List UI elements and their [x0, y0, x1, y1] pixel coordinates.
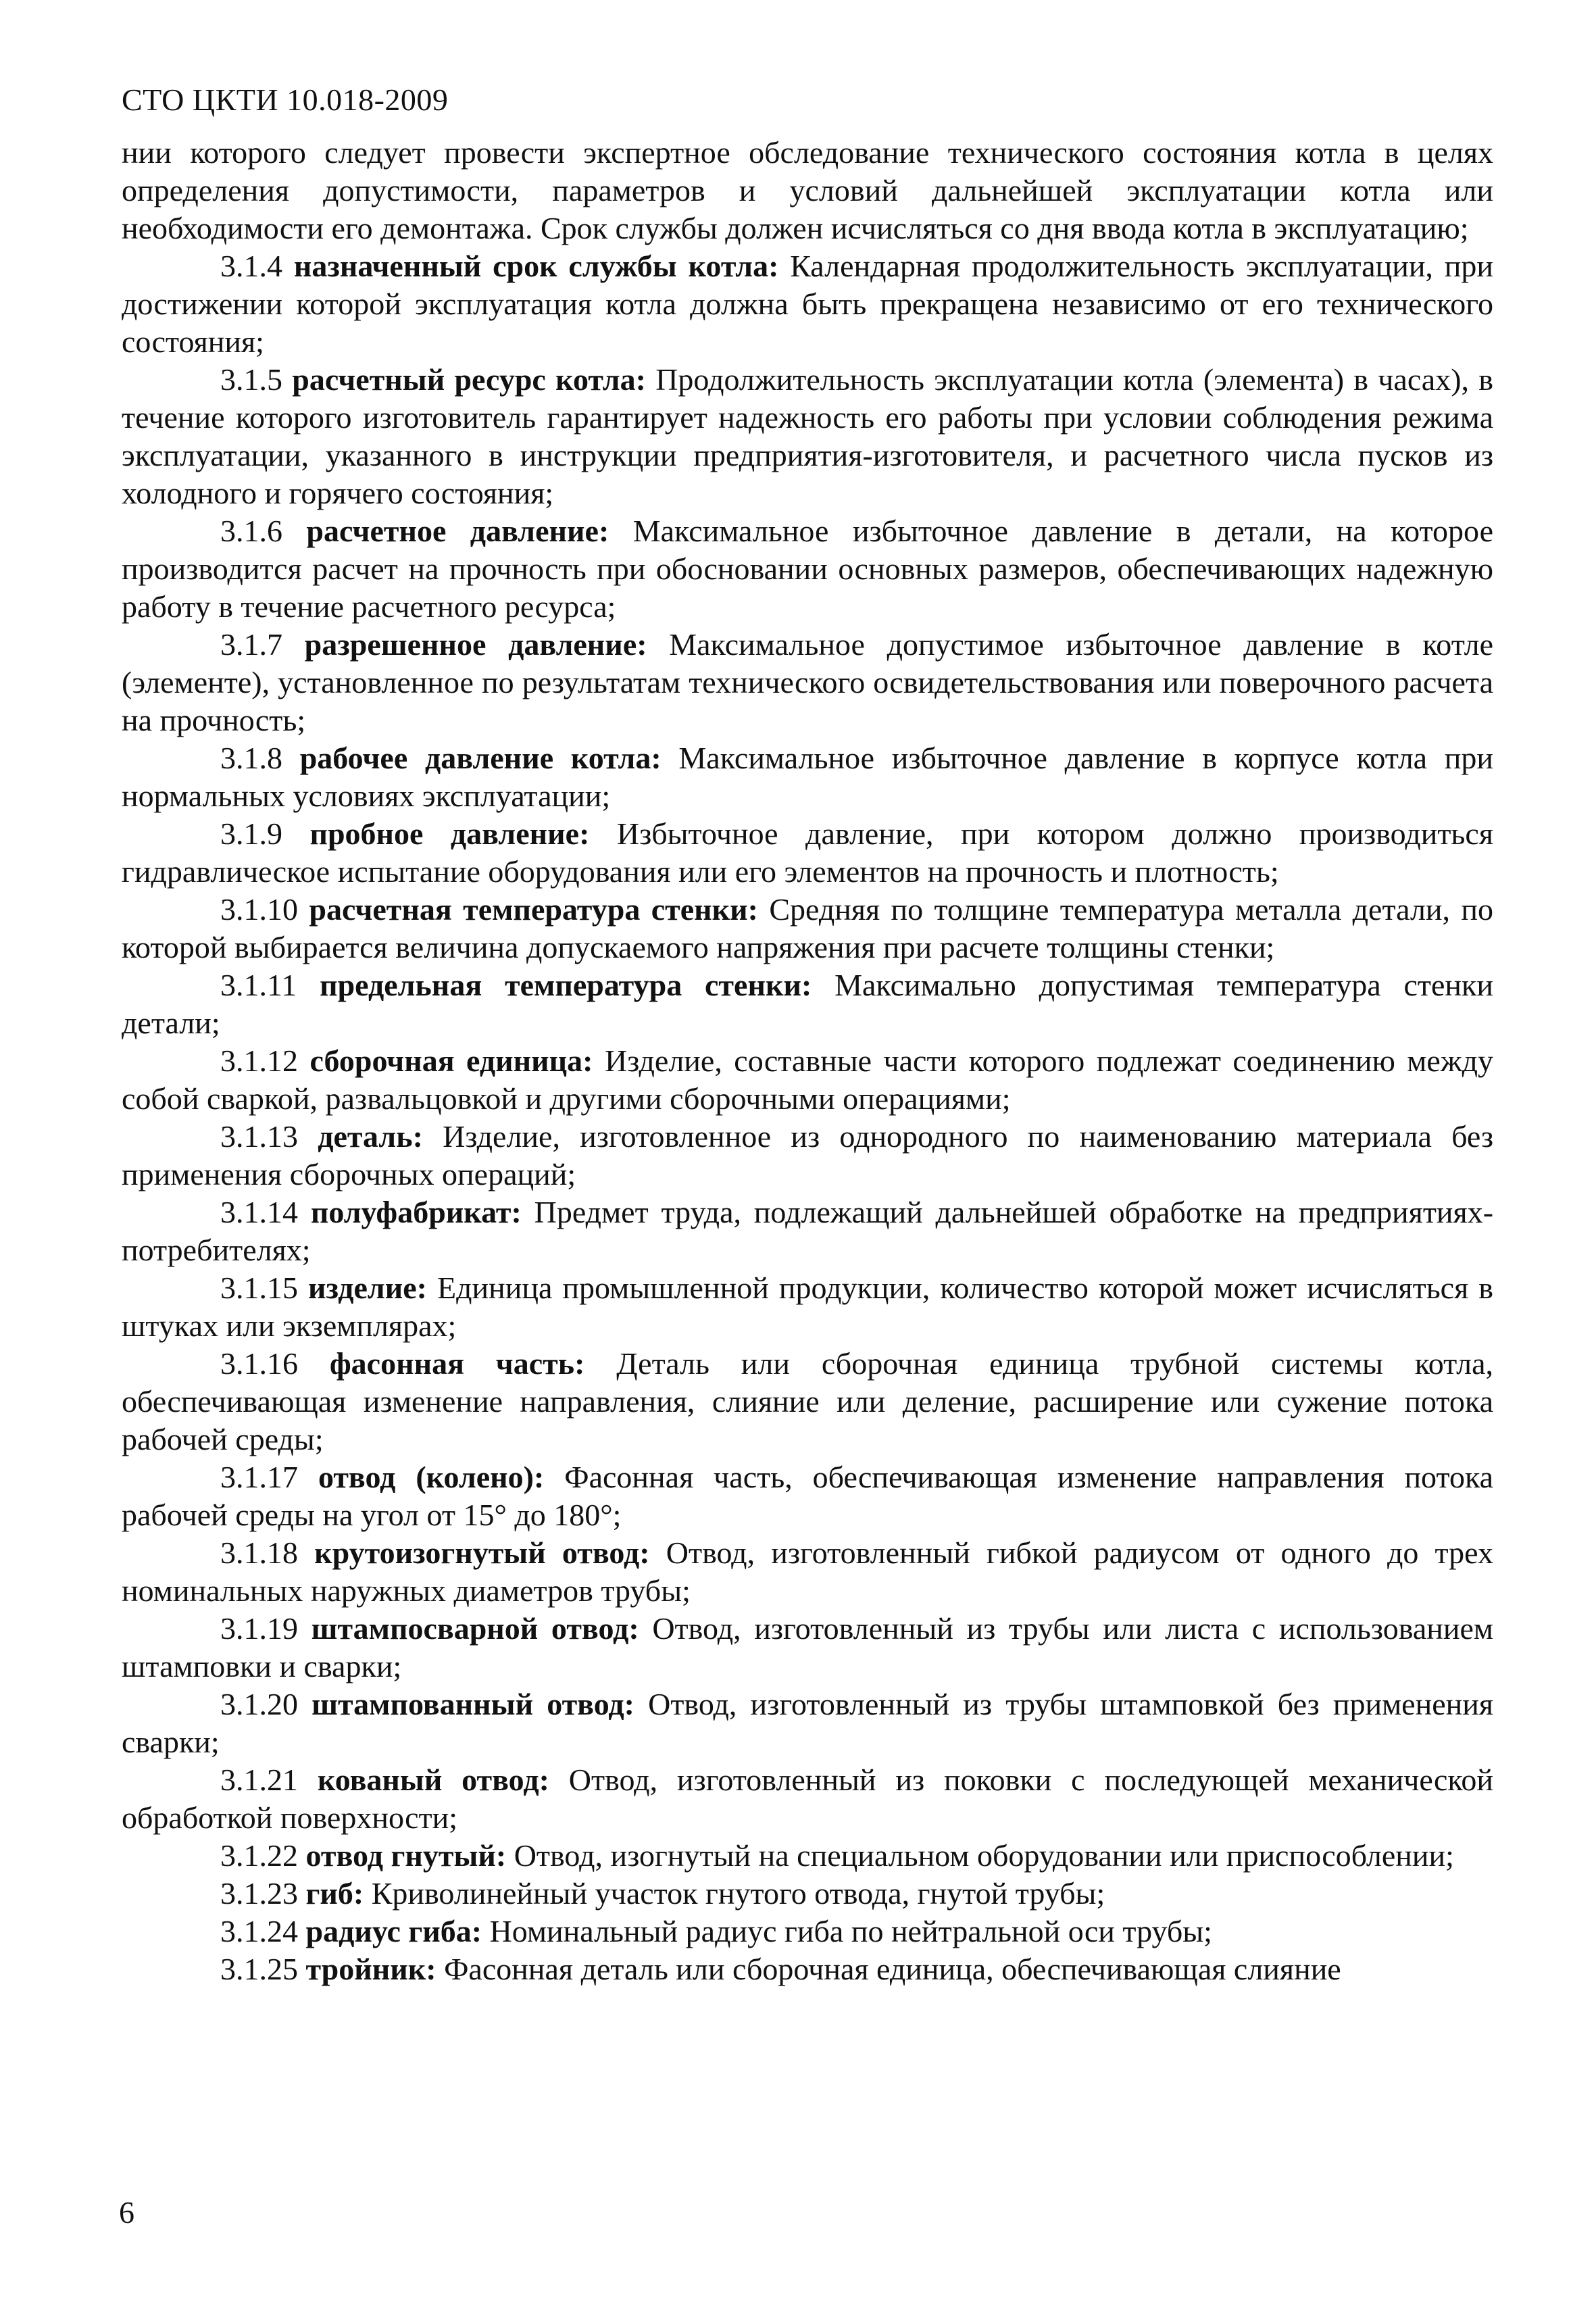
item-definition: Календарная продолжительность эксплуатации, при достижении которой эксплуатация котла должна быть прекращена независимо от его технического состояния; [122, 249, 1493, 359]
item-number: 3.1.24 [220, 1914, 298, 1948]
definition-item [122, 1458, 1493, 1534]
definition-item [122, 626, 1493, 739]
definition-item [122, 1534, 1493, 1610]
item-number: 3.1.17 [220, 1460, 298, 1494]
item-definition: Изделие, составные части которого подлежат соединению между собой сваркой, развальцовкой и другими сборочными операциями; [122, 1043, 1494, 1116]
item-number: 3.1.16 [220, 1346, 298, 1381]
item-term: расчетная температура стенки: [309, 892, 758, 927]
definition-item [122, 1193, 1493, 1269]
definition-item [122, 1875, 1493, 1913]
item-definition: Максимальное избыточное давление в детали, на которое производится расчет на прочность при обосновании основных размеров, обеспечивающих надежную работу в течение расчетного ресурса; [122, 514, 1494, 624]
item-term: расчетный ресурс котла: [292, 362, 646, 397]
item-number: 3.1.22 [220, 1838, 298, 1873]
item-number: 3.1.14 [220, 1195, 298, 1229]
definition-item [122, 247, 1493, 361]
item-term: фасонная часть: [329, 1346, 585, 1381]
item-number: 3.1.23 [220, 1876, 298, 1911]
definition-item [122, 1913, 1493, 1950]
definition-item [122, 1269, 1493, 1345]
item-definition: Средняя по толщине температура металла детали, по которой выбирается величина допускаемого напряжения при расчете толщины стенки; [122, 892, 1493, 964]
item-number: 3.1.20 [220, 1687, 298, 1721]
definition-item [122, 1837, 1493, 1875]
item-number: 3.1.4 [220, 249, 282, 283]
item-number: 3.1.8 [220, 741, 282, 775]
item-definition: Криволинейный участок гнутого отвода, гнутой трубы; [371, 1876, 1105, 1911]
item-term: разрешенное давление: [304, 627, 647, 662]
item-definition: Деталь или сборочная единица трубной системы котла, обеспечивающая изменение направления, слияние или деление, расширение или сужение потока рабочей среды; [122, 1346, 1494, 1456]
item-definition: Максимально допустимая температура стенки детали; [122, 968, 1494, 1040]
item-term: отвод (колено): [318, 1460, 545, 1494]
item-number: 3.1.11 [220, 968, 297, 1002]
item-number: 3.1.15 [220, 1271, 298, 1305]
item-definition: Предмет труда, подлежащий дальнейшей обработке на предприятиях-потребителях; [122, 1195, 1494, 1267]
item-number: 3.1.21 [220, 1763, 298, 1797]
item-term: расчетное давление: [306, 514, 609, 548]
item-term: штампосварной отвод: [311, 1611, 639, 1646]
item-definition: Изделие, изготовленное из однородного по наименованию материала без применения сборочных операций; [122, 1119, 1494, 1191]
item-definition: Максимальное допустимое избыточное давление в котле (элементе), установленное по результатам технического освидетельствования или поверочного расчета на прочность; [122, 627, 1494, 737]
item-number: 3.1.13 [220, 1119, 298, 1154]
item-term: предельная температура стенки: [320, 968, 812, 1002]
definition-item [122, 1950, 1493, 1988]
definition-item [122, 1118, 1493, 1193]
item-number: 3.1.7 [220, 627, 282, 662]
item-number: 3.1.9 [220, 816, 282, 851]
item-definition: Единица промышленной продукции, количество которой может исчисляться в штуках или экземплярах; [122, 1271, 1494, 1343]
item-definition: Отвод, изготовленный из трубы штамповкой без применения сварки; [122, 1687, 1494, 1759]
item-number: 3.1.6 [220, 514, 282, 548]
definition-item [122, 361, 1493, 512]
definition-item [122, 1761, 1493, 1837]
definition-item [122, 815, 1493, 891]
item-definition: Отвод, изогнутый на специальном оборудовании или приспособлении; [514, 1838, 1454, 1873]
item-definition: Отвод, изготовленный гибкой радиусом от одного до трех номинальных наружных диаметров трубы; [122, 1535, 1493, 1608]
definition-item [122, 891, 1493, 966]
item-term: деталь: [318, 1119, 423, 1154]
item-term: крутоизогнутый отвод: [314, 1535, 650, 1570]
item-number: 3.1.10 [220, 892, 298, 927]
item-number: 3.1.19 [220, 1611, 298, 1646]
intro-paragraph: нии которого следует провести экспертное обследование технического состояния котла в целях определения допустимости, параметров и условий дальнейшей эксплуатации котла или необходимости его демонтажа. Срок службы должен исчисляться со дня ввода котла в эксплуатацию; [122, 135, 1493, 245]
definition-item [122, 1042, 1493, 1118]
item-definition: Избыточное давление, при котором должно производиться гидравлическое испытание оборудования или его элементов на прочность и плотность; [122, 816, 1493, 889]
item-number: 3.1.25 [220, 1952, 298, 1986]
item-term: кованый отвод: [317, 1763, 549, 1797]
item-definition: Максимальное избыточное давление в корпусе котла при нормальных условиях эксплуатации; [122, 741, 1494, 813]
document-code-header: СТО ЦКТИ 10.018-2009 [122, 82, 449, 117]
item-term: назначенный срок службы котла: [293, 249, 779, 283]
item-term: полуфабрикат: [310, 1195, 522, 1229]
item-term: рабочее давление котла: [299, 741, 662, 775]
item-term: тройник: [305, 1952, 437, 1986]
item-definition: Отвод, изготовленный из поковки с последующей механической обработкой поверхности; [122, 1763, 1494, 1835]
item-term: сборочная единица: [309, 1043, 593, 1078]
definition-item [122, 1345, 1493, 1458]
item-definition: Продолжительность эксплуатации котла (элемента) в часах), в течение которого изготовитель гарантирует надежность его работы при условии соблюдения режима эксплуатации, указанного в инструкции предприятия-изготовителя, и расчетного числа пусков из холодного и горячего состояния; [122, 362, 1493, 510]
item-term: изделие: [308, 1271, 427, 1305]
definition-item [122, 512, 1493, 626]
item-definition: Фасонная деталь или сборочная единица, обеспечивающая слияние [444, 1952, 1341, 1986]
item-term: штампованный отвод: [311, 1687, 634, 1721]
definition-item [122, 739, 1493, 815]
item-term: радиус гиба: [305, 1914, 482, 1948]
item-term: пробное давление: [309, 816, 590, 851]
item-definition: Фасонная часть, обеспечивающая изменение направления потока рабочей среды на угол от 15° до 180°; [122, 1460, 1494, 1532]
item-number: 3.1.18 [220, 1535, 298, 1570]
document-body [122, 134, 1493, 1988]
definition-item [122, 1610, 1493, 1685]
item-term: отвод гнутый: [305, 1838, 507, 1873]
item-number: 3.1.12 [220, 1043, 298, 1078]
definition-item [122, 966, 1493, 1042]
item-definition: Номинальный радиус гиба по нейтральной оси трубы; [489, 1914, 1212, 1948]
definition-item [122, 1685, 1493, 1761]
item-term: гиб: [305, 1876, 364, 1911]
item-definition: Отвод, изготовленный из трубы или листа с использованием штамповки и сварки; [122, 1611, 1493, 1683]
page-number: 6 [119, 2195, 134, 2230]
item-number: 3.1.5 [220, 362, 282, 397]
